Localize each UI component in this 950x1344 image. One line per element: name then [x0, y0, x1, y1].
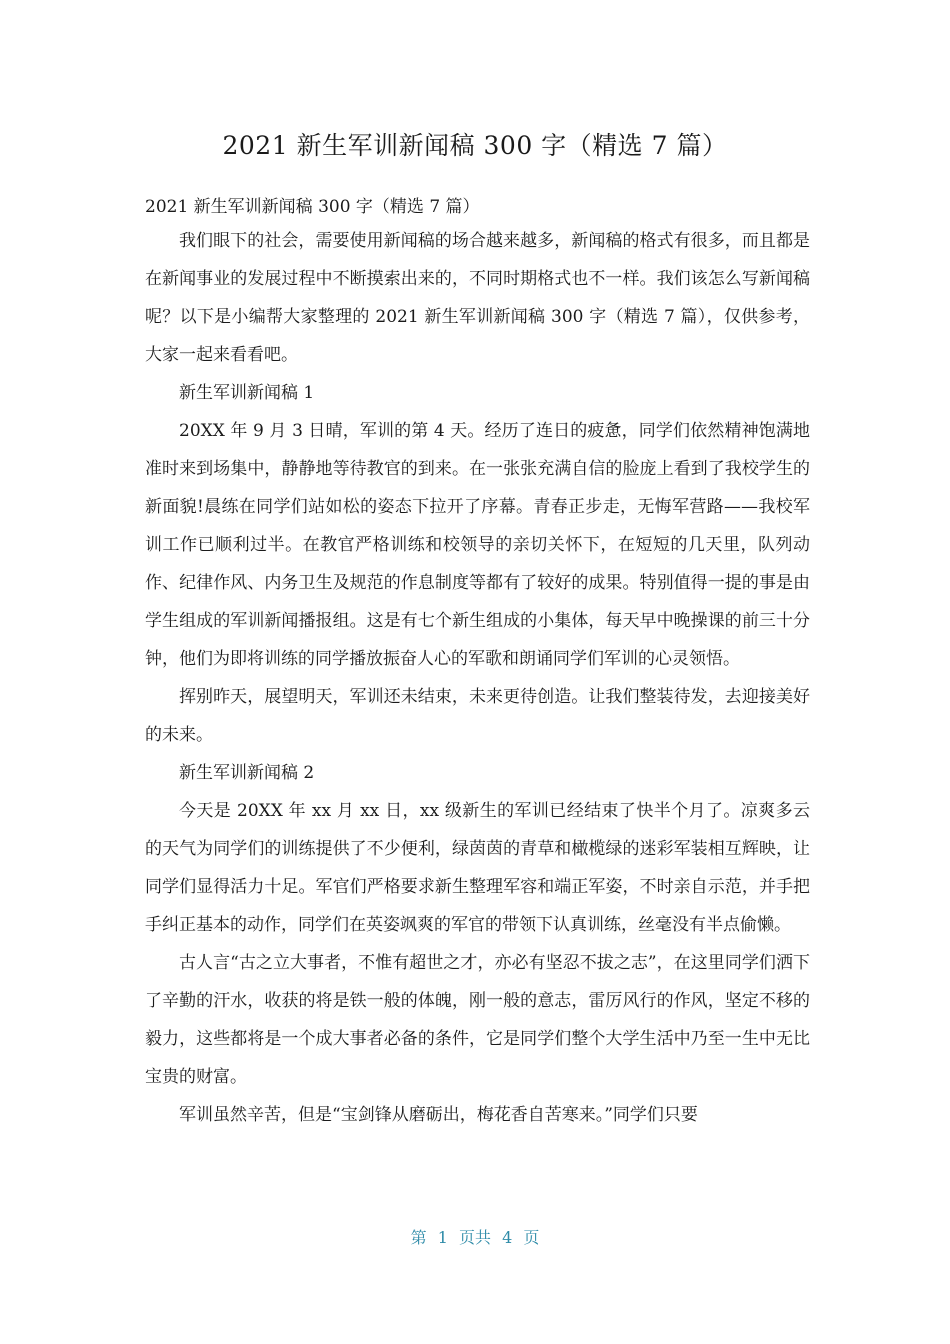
- section-2-paragraph-1: 今天是 20XX 年 xx 月 xx 日，xx 级新生的军训已经结束了快半个月了。凉爽多云的天气为同学们的训练提供了不少便利，绿茵茵的青草和橄榄绿的迷彩军装相互辉映，让同学们显得活力十足。军官们严格要求新生整理军容和端正军姿，不时亲自示范，并手把手纠正基本的动作，同学们在英姿飒爽的军官的带领下认真训练，丝毫没有半点偷懒。: [145, 801, 810, 935]
- section-heading-1: 新生军训新闻稿 1: [179, 383, 315, 403]
- document-body: [145, 192, 810, 1134]
- section-2-paragraph-3: 军训虽然辛苦，但是“宝剑锋从磨砺出，梅花香自苦寒来。”同学们只要: [179, 1105, 698, 1125]
- document-subtitle: 2021 新生军训新闻稿 300 字（精选 7 篇）: [145, 197, 480, 217]
- section-heading-2: 新生军训新闻稿 2: [179, 763, 315, 783]
- page-footer: 第 1 页共 4 页: [410, 1228, 540, 1247]
- section-2-paragraph-2: 古人言“古之立大事者，不惟有超世之才，亦必有坚忍不拔之志”，在这里同学们洒下了辛勤的汗水，收获的将是铁一般的体魄，刚一般的意志，雷厉风行的作风，坚定不移的毅力，这些都将是一个成大事者必备的条件，它是同学们整个大学生活中乃至一生中无比宝贵的财富。: [145, 953, 810, 1087]
- intro-paragraph: 我们眼下的社会，需要使用新闻稿的场合越来越多，新闻稿的格式有很多，而且都是在新闻事业的发展过程中不断摸索出来的，不同时期格式也不一样。我们该怎么写新闻稿呢？以下是小编帮大家整理的 2021 新生军训新闻稿 300 字（精选 7 篇），仅供参考，大家一起来看看吧。: [145, 231, 810, 365]
- section-1-paragraph-2: 挥别昨天，展望明天，军训还未结束，未来更待创造。让我们整装待发，去迎接美好的未来。: [145, 687, 810, 745]
- document-title: 2021 新生军训新闻稿 300 字（精选 7 篇）: [222, 131, 728, 160]
- section-1-paragraph-1: 20XX 年 9 月 3 日晴，军训的第 4 天。经历了连日的疲惫，同学们依然精神饱满地准时来到场集中，静静地等待教官的到来。在一张张充满自信的脸庞上看到了我校学生的新面貌!晨练在同学们站如松的姿态下拉开了序幕。青春正步走，无悔军营路——我校军训工作已顺利过半。在教官严格训练和校领导的亲切关怀下，在短短的几天里，队列动作、纪律作风、内务卫生及规范的作息制度等都有了较好的成果。特别值得一提的事是由学生组成的军训新闻播报组。这是有七个新生组成的小集体，每天早中晚操课的前三十分钟，他们为即将训练的同学播放振奋人心的军歌和朗诵同学们军训的心灵领悟。: [145, 421, 810, 669]
